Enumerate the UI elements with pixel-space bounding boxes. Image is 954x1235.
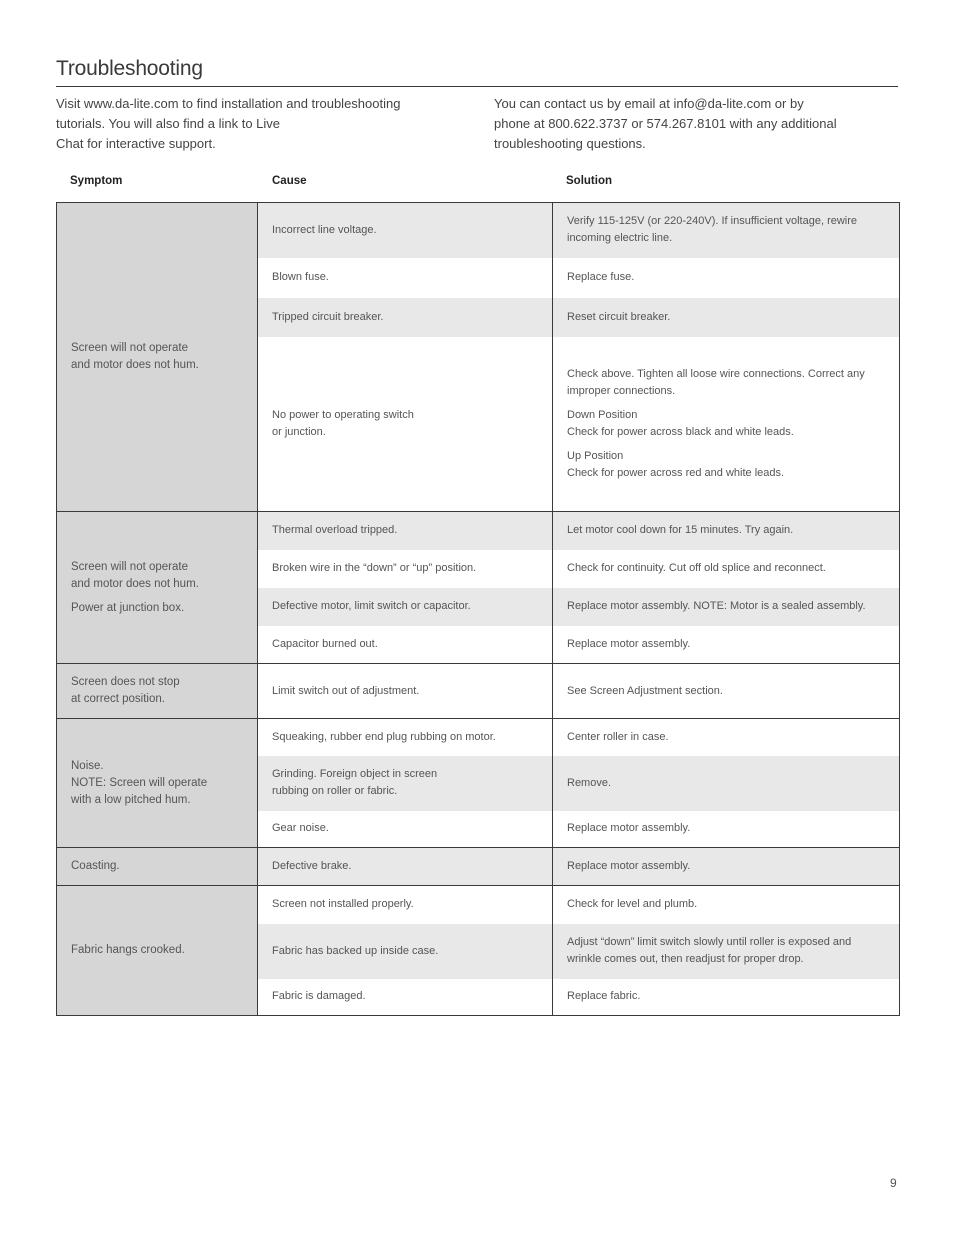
page-title: Troubleshooting <box>56 57 203 80</box>
cause-cell <box>258 258 553 298</box>
symptom-cell <box>57 512 258 664</box>
cause-text: Fabric has backed up inside case. <box>272 944 439 957</box>
symptom-cell <box>57 886 258 1016</box>
solution-cell <box>553 664 900 719</box>
cause-text: Blown fuse. <box>272 271 329 283</box>
cause-text: Grinding. Foreign object in screen rubbing on roller or fabric. <box>272 768 438 797</box>
cause-text: Broken wire in the “down” or “up” position. <box>272 562 477 574</box>
solution-text: See Screen Adjustment section. <box>567 684 723 697</box>
title-divider <box>56 86 898 87</box>
solution-cell <box>553 756 900 811</box>
cause-cell <box>258 588 553 626</box>
cause-cell <box>258 298 553 337</box>
solution-cell <box>553 886 900 924</box>
cause-text: Incorrect line voltage. <box>272 223 377 236</box>
symptom-cell <box>57 203 258 512</box>
cause-cell <box>258 811 553 848</box>
intro-left-text: Visit www.da-lite.com to find installation and troubleshooting tutorials. You will also find a link to Live Chat for interactive support. <box>56 96 401 151</box>
cause-cell <box>258 848 553 886</box>
intro-right <box>494 94 894 154</box>
solution-cell <box>553 550 900 588</box>
solution-text: Replace motor assembly. NOTE: Motor is a sealed assembly. <box>567 600 866 612</box>
solution-text: Replace fabric. <box>567 990 641 1003</box>
header-solution: Solution <box>566 175 612 187</box>
symptom-cell <box>57 848 258 886</box>
cause-cell <box>258 626 553 664</box>
solution-text: Verify 115-125V (or 220-240V). If insufficient voltage, rewire incoming electric line. <box>567 215 858 245</box>
troubleshooting-table <box>56 202 900 1016</box>
solution-cell <box>553 512 900 550</box>
symptom-text: Power at junction box. <box>71 601 185 614</box>
cause-text: Defective motor, limit switch or capacitor. <box>272 600 471 612</box>
cause-cell <box>258 756 553 811</box>
solution-cell <box>553 588 900 626</box>
cause-cell <box>258 924 553 979</box>
cause-cell <box>258 203 553 258</box>
cause-text: Fabric is damaged. <box>272 990 366 1003</box>
solution-text: Adjust “down” limit switch slowly until roller is exposed and wrinkle comes out, then readjust for proper drop. <box>567 936 852 965</box>
solution-cell <box>553 337 900 512</box>
symptom-text: Screen does not stop at correct position. <box>71 676 180 705</box>
solution-text: Replace motor assembly. <box>567 860 691 872</box>
solution-text: Reset circuit breaker. <box>567 310 671 323</box>
table-row <box>57 719 900 756</box>
cause-cell <box>258 550 553 588</box>
solution-cell <box>553 848 900 886</box>
table-row <box>57 203 900 258</box>
solution-text: Down Position Check for power across black and white leads. <box>567 408 794 438</box>
cause-cell <box>258 886 553 924</box>
intro-right-text: You can contact us by email at info@da-lite.com or by phone at 800.622.3737 or 574.267.8101 with any additional troubleshooting questions. <box>494 96 837 151</box>
solution-cell <box>553 979 900 1016</box>
cause-text: Squeaking, rubber end plug rubbing on motor. <box>272 730 496 743</box>
cause-text: Gear noise. <box>272 822 329 835</box>
symptom-text: Screen will not operate and motor does not hum. <box>71 560 199 590</box>
table-row <box>57 886 900 924</box>
symptom-cell <box>57 719 258 848</box>
table-row <box>57 512 900 550</box>
solution-cell <box>553 626 900 664</box>
solution-text: Up Position Check for power across red and white leads. <box>567 449 785 479</box>
cause-text: Defective brake. <box>272 860 352 872</box>
cause-text: Tripped circuit breaker. <box>272 310 384 323</box>
solution-text: Check for continuity. Cut off old splice and reconnect. <box>567 562 826 574</box>
cause-cell <box>258 512 553 550</box>
troubleshooting-table-body <box>57 203 900 1016</box>
cause-cell <box>258 719 553 756</box>
cause-cell <box>258 337 553 512</box>
solution-cell <box>553 924 900 979</box>
solution-text: Replace fuse. <box>567 271 635 283</box>
page-number: 9 <box>890 1176 897 1190</box>
solution-cell <box>553 811 900 848</box>
solution-cell <box>553 298 900 337</box>
cause-text: Limit switch out of adjustment. <box>272 684 420 697</box>
solution-text: Center roller in case. <box>567 730 669 743</box>
solution-cell <box>553 203 900 258</box>
symptom-text: Coasting. <box>71 860 120 872</box>
solution-text: Check for level and plumb. <box>567 898 698 911</box>
solution-text: Let motor cool down for 15 minutes. Try again. <box>567 524 794 537</box>
symptom-cell <box>57 664 258 719</box>
solution-text: Replace motor assembly. <box>567 822 691 835</box>
header-symptom: Symptom <box>70 175 123 187</box>
solution-text: Check above. Tighten all loose wire connections. Correct any improper connections. <box>567 367 865 397</box>
header-cause: Cause <box>272 175 307 187</box>
symptom-text: Fabric hangs crooked. <box>71 944 185 956</box>
cause-cell <box>258 664 553 719</box>
symptom-text: Noise. NOTE: Screen will operate with a low pitched hum. <box>71 759 208 806</box>
cause-text: Screen not installed properly. <box>272 898 414 911</box>
solution-text: Replace motor assembly. <box>567 637 691 650</box>
table-row <box>57 664 900 719</box>
solution-text: Remove. <box>567 776 612 789</box>
cause-cell <box>258 979 553 1016</box>
cause-text: Thermal overload tripped. <box>272 524 398 537</box>
symptom-text: Screen will not operate and motor does not hum. <box>71 342 199 371</box>
cause-text: No power to operating switch or junction. <box>272 408 414 438</box>
solution-cell <box>553 719 900 756</box>
table-row <box>57 848 900 886</box>
solution-cell <box>553 258 900 298</box>
intro-left <box>56 94 451 154</box>
cause-text: Capacitor burned out. <box>272 637 378 650</box>
